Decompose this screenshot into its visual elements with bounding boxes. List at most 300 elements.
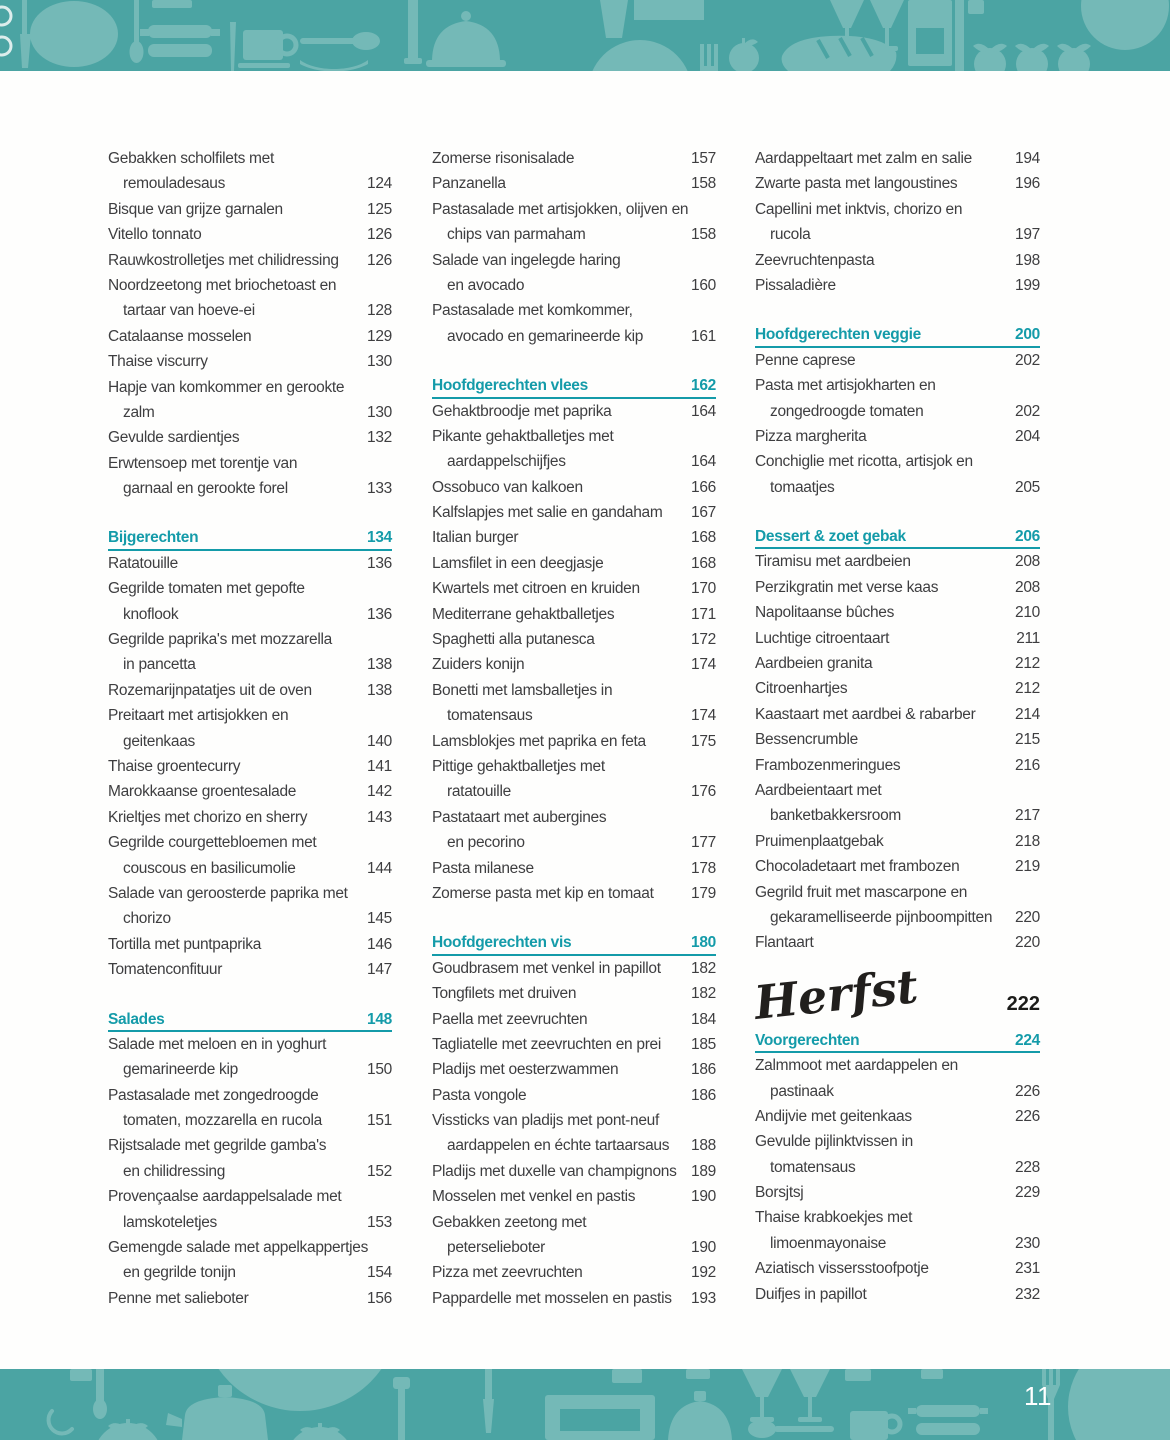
toc-entry — [432, 703, 716, 728]
toc-entry-title: aardappelschijfjes — [447, 453, 566, 471]
toc-entry-title: Paella met zeevruchten — [432, 1010, 588, 1028]
toc-entry-title: avocado en gemarineerde kip — [447, 327, 644, 345]
toc-entry — [108, 779, 392, 804]
toc-entry-title: Pladijs met oesterzwammen — [432, 1061, 619, 1079]
toc-entry-title: Krieltjes met chorizo en sherry — [108, 808, 308, 826]
section-heading-label: Hoofdgerechten veggie — [755, 326, 921, 344]
toc-page-ref: 143 — [367, 808, 392, 826]
toc-page-ref: 230 — [1015, 1234, 1040, 1252]
toc-entry — [108, 551, 392, 576]
toc-page-ref: 160 — [691, 276, 716, 294]
toc-entry-title: Citroenhartjes — [755, 680, 848, 698]
toc-page-ref: 174 — [691, 707, 716, 725]
wine-glass-icon — [742, 1369, 782, 1422]
section-gap — [755, 500, 1040, 524]
board-icon — [634, 0, 704, 20]
section-heading — [755, 322, 1040, 347]
toc-entry-title: limoenmayonaise — [770, 1234, 887, 1252]
toc-entry — [432, 981, 716, 1006]
toc-page-ref: 170 — [691, 580, 716, 598]
toc-entry — [432, 551, 716, 576]
section-heading — [755, 1028, 1040, 1053]
toc-page-ref: 138 — [367, 681, 392, 699]
toc-entry — [108, 171, 392, 196]
bread-icon — [782, 36, 897, 71]
toc-entry — [108, 932, 392, 957]
section-gap — [432, 906, 716, 930]
toc-entry — [432, 830, 716, 855]
toc-page-ref: 126 — [367, 226, 392, 244]
toc-page-ref: 126 — [367, 251, 392, 269]
toc-entry-title: Penne caprese — [755, 351, 856, 369]
toc-entry-title: Zuiders konijn — [432, 656, 525, 674]
toc-page-ref: 224 — [1015, 1031, 1040, 1049]
toc-page-ref: 132 — [367, 429, 392, 447]
toc-page-ref: 154 — [367, 1264, 392, 1282]
toc-entry-title: Borsjtsj — [755, 1184, 804, 1202]
toc-page-ref: 212 — [1015, 655, 1040, 673]
toc-page-ref: 141 — [367, 757, 392, 775]
spoon-icon — [300, 32, 380, 71]
toc-entry — [432, 424, 716, 449]
toc-page-ref: 194 — [1015, 150, 1040, 167]
toc-entry-title: Kwartels met citroen en kruiden — [432, 580, 640, 598]
toc-entry — [432, 602, 716, 627]
toc-entry — [755, 197, 1040, 222]
toc-page-ref: 219 — [1015, 858, 1040, 876]
toc-page-ref: 192 — [691, 1264, 716, 1282]
toc-entry-title: Pastasalade met artisjokken, olijven en — [432, 200, 689, 218]
knife-icon — [483, 1369, 494, 1433]
section-heading-label: Hoofdgerechten vlees — [432, 377, 588, 395]
toc-entry — [755, 549, 1040, 574]
cloche-icon — [426, 11, 506, 67]
toc-page-ref: 162 — [691, 377, 716, 395]
toc-page-ref: 168 — [691, 529, 716, 547]
section-heading-label: Salades — [108, 1010, 165, 1028]
toc-page-ref: 138 — [367, 656, 392, 674]
toc-page-ref: 212 — [1015, 680, 1040, 698]
toc-page-ref: 178 — [691, 859, 716, 877]
toc-page-ref: 157 — [691, 150, 716, 167]
toc-entry — [755, 905, 1040, 930]
toc-entry-title: Zeevruchtenpasta — [755, 251, 875, 269]
toc-entry — [755, 348, 1040, 373]
toc-entry — [755, 1104, 1040, 1129]
toc-entry-title: Pasta milanese — [432, 859, 534, 877]
toc-entry — [432, 171, 716, 196]
toc-entry-title: Italian burger — [432, 529, 519, 547]
section-heading-label: Hoofdgerechten vis — [432, 934, 572, 952]
toc-entry-title: Zomerse pasta met kip en tomaat — [432, 884, 654, 902]
toc-entry-title: lamskoteletjes — [123, 1213, 218, 1231]
toc-page-ref: 134 — [367, 529, 392, 547]
tomato-icon — [286, 1423, 354, 1440]
toc-entry-title: chorizo — [123, 910, 171, 928]
toc-entry-title: zalm — [123, 403, 155, 421]
toc-entry-title: en avocado — [447, 276, 525, 294]
toc-entry — [432, 1260, 716, 1285]
toc-entry-title: Andijvie met geitenkaas — [755, 1107, 912, 1125]
toc-entry — [432, 298, 716, 323]
toc-entry-title: remouladesaus — [123, 175, 226, 193]
toc-entry — [108, 906, 392, 931]
toc-entry — [755, 1180, 1040, 1205]
toc-page-ref: 180 — [691, 934, 716, 952]
toc-page-ref: 211 — [1016, 629, 1040, 647]
toc-page-ref: 172 — [691, 631, 716, 649]
toc-entry-title: ratatouille — [447, 783, 511, 801]
toc-entry-title: Gegrilde paprika's met mozzarella — [108, 631, 332, 649]
toc-entry — [755, 1155, 1040, 1180]
knife-icon — [20, 0, 31, 68]
toc-page-ref: 202 — [1015, 402, 1040, 420]
toc-entry — [755, 424, 1040, 449]
toc-entry — [755, 626, 1040, 651]
toc-entry-title: Bonetti met lamsballetjes in — [432, 681, 613, 699]
toc-entry-title: en chilidressing — [123, 1162, 226, 1180]
toc-entry — [755, 1231, 1040, 1256]
toc-entry-title: en pecorino — [447, 834, 525, 852]
toc-entry-title: Pikante gehaktballetjes met — [432, 427, 614, 445]
toc-entry-title: Pastasalade met zongedroogde — [108, 1086, 319, 1104]
page-number: 11 — [1024, 1381, 1052, 1411]
toc-page-ref: 208 — [1015, 578, 1040, 596]
toc-entry — [108, 805, 392, 830]
toc-entry — [755, 753, 1040, 778]
toc-entry-title: Luchtige citroentaart — [755, 629, 890, 647]
toc-page-ref: 220 — [1015, 908, 1040, 926]
toc-entry-title: geitenkaas — [123, 732, 195, 750]
rolling-pin-icon — [140, 25, 220, 57]
toc-page-ref: 206 — [1015, 528, 1040, 546]
toc-entry-title: Mediterrane gehaktballetjes — [432, 605, 615, 623]
toc-page-ref: 198 — [1015, 251, 1040, 269]
toc-entry — [108, 425, 392, 450]
toc-page-ref: 217 — [1015, 807, 1040, 825]
toc-page-ref: 228 — [1015, 1158, 1040, 1176]
toc-entry — [108, 273, 392, 298]
season-title-block — [751, 956, 1040, 1030]
toc-entry — [108, 856, 392, 881]
toc-entry — [755, 399, 1040, 424]
toc-entry-title: Pladijs met duxelle van champignons — [432, 1162, 677, 1180]
toc-page-ref: 179 — [691, 884, 716, 902]
toc-entry-title: zongedroogde tomaten — [770, 402, 924, 420]
toc-entry — [755, 702, 1040, 727]
toc-entry — [108, 830, 392, 855]
burner-ring-icon — [0, 7, 11, 55]
toc-entry-title: Noordzeetong met briochetoast en — [108, 276, 337, 294]
toc-page-ref: 124 — [367, 175, 392, 193]
toc-entry — [755, 1282, 1040, 1307]
toc-entry — [108, 703, 392, 728]
toc-entry — [432, 525, 716, 550]
toc-entry — [108, 298, 392, 323]
toc-entry — [432, 1286, 716, 1311]
toc-entry-title: Marokkaanse groentesalade — [108, 783, 297, 801]
toc-page-ref: 164 — [691, 402, 716, 420]
toc-entry — [755, 449, 1040, 474]
toc-entry-title: tomaatjes — [770, 478, 835, 496]
tomato-icon — [94, 1419, 162, 1440]
toc-entry — [108, 1184, 392, 1209]
toc-entry-title: pastinaak — [770, 1082, 834, 1100]
toc-entry-title: Vissticks van pladijs met pont-neuf — [432, 1112, 659, 1130]
toc-entry — [432, 1108, 716, 1133]
toc-column-3 — [751, 146, 1040, 1307]
toc-page-ref: 204 — [1015, 427, 1040, 445]
jar-icon — [152, 0, 192, 8]
toc-entry — [432, 576, 716, 601]
toc-entry-title: Salade van ingelegde haring — [432, 251, 621, 269]
toc-page-ref: 186 — [691, 1061, 716, 1079]
toc-entry — [755, 778, 1040, 803]
toc-entry-title: Pasta vongole — [432, 1086, 527, 1104]
toc-entry — [108, 602, 392, 627]
toc-entry-title: Mosselen met venkel en pastis — [432, 1188, 636, 1206]
toc-entry — [432, 248, 716, 273]
toc-entry — [755, 1079, 1040, 1104]
toc-page-ref: 190 — [691, 1239, 716, 1257]
toc-page-ref: 193 — [691, 1289, 716, 1307]
toc-entry-title: Tortilla met puntpaprika — [108, 935, 262, 953]
toc-page-ref: 188 — [691, 1137, 716, 1155]
toc-page-ref: 130 — [367, 353, 392, 371]
toc-entry-title: Bisque van grijze garnalen — [108, 200, 283, 218]
toc-entry — [755, 475, 1040, 500]
toc-entry-title: Tomatenconfituur — [108, 961, 223, 979]
toc-entry — [755, 373, 1040, 398]
toc-page-ref: 153 — [367, 1213, 392, 1231]
toc-page-ref: 208 — [1015, 553, 1040, 571]
toc-entry — [108, 576, 392, 601]
toc-entry — [432, 1159, 716, 1184]
toc-entry — [755, 651, 1040, 676]
toc-entry-title: Rauwkostrolletjes met chilidressing — [108, 251, 339, 269]
toc-entry — [108, 678, 392, 703]
toc-page-ref: 128 — [367, 302, 392, 320]
toc-entry-title: Gevulde pijlinktvissen in — [755, 1133, 913, 1151]
toc-entry — [108, 197, 392, 222]
toc-page-ref: 175 — [691, 732, 716, 750]
toc-entry — [755, 676, 1040, 701]
toc-page-ref: 205 — [1015, 478, 1040, 496]
toc-entry-title: Tagliatelle met zeevruchten en prei — [432, 1035, 662, 1053]
toc-column-1 — [108, 146, 392, 1311]
toc-page-ref: 174 — [691, 656, 716, 674]
toc-entry — [108, 1286, 392, 1311]
toc-entry — [108, 451, 392, 476]
jar-icon — [845, 1369, 871, 1381]
toc-entry — [755, 273, 1040, 298]
season-page-ref: 222 — [1006, 992, 1040, 1015]
section-heading — [108, 1007, 392, 1032]
utensil-icon — [93, 1369, 107, 1419]
toc-page-ref: 168 — [691, 554, 716, 572]
toc-page-ref: 200 — [1015, 326, 1040, 344]
toc-entry — [755, 1256, 1040, 1281]
toc-entry-title: tomatensaus — [447, 707, 533, 725]
toc-entry-title: Capellini met inktvis, chorizo en — [755, 200, 963, 218]
utensil-icon — [404, 0, 422, 64]
toc-entry-title: Pasta met artisjokharten en — [755, 377, 936, 395]
toc-entry — [108, 222, 392, 247]
toc-entry-title: Thaise viscurry — [108, 353, 208, 371]
tomato-icon — [1057, 44, 1091, 71]
toc-entry — [108, 1133, 392, 1158]
toc-entry — [432, 1184, 716, 1209]
toc-entry-title: Conchiglie met ricotta, artisjok en — [755, 453, 973, 471]
toc-entry — [108, 324, 392, 349]
toc-page-ref: 197 — [1015, 226, 1040, 244]
toc-entry — [755, 1129, 1040, 1154]
toc-entry-title: Gegrilde tomaten met gepofte — [108, 580, 305, 598]
toc-entry — [108, 1032, 392, 1057]
toc-entry-title: in pancetta — [123, 656, 196, 674]
toc-entry — [755, 1053, 1040, 1078]
toc-entry-title: Pastataart met aubergines — [432, 808, 607, 826]
toc-entry — [432, 1032, 716, 1057]
toc-entry — [432, 754, 716, 779]
toc-entry-title: Pizza margherita — [755, 427, 867, 445]
toc-entry — [755, 248, 1040, 273]
toc-entry — [432, 399, 716, 424]
toc-entry — [108, 1260, 392, 1285]
toc-entry-title: Frambozenmeringues — [755, 756, 901, 774]
toc-entry-title: Aardappeltaart met zalm en salie — [755, 150, 972, 167]
toc-entry — [108, 1108, 392, 1133]
toc-page-ref: 167 — [691, 504, 716, 522]
toc-entry — [108, 1210, 392, 1235]
toc-page-ref: 176 — [691, 783, 716, 801]
toc-entry — [108, 146, 392, 171]
toc-entry-title: tomatensaus — [770, 1158, 856, 1176]
toc-entry-title: Pittige gehaktballetjes met — [432, 757, 605, 775]
toc-entry-title: Tongfilets met druiven — [432, 985, 577, 1003]
toc-entry-title: Hapje van komkommer en gerookte — [108, 378, 345, 396]
toc-page-ref: 232 — [1015, 1285, 1040, 1303]
toc-entry — [755, 146, 1040, 171]
header-kitchen-pattern-band — [0, 0, 1170, 71]
toc-page-ref: 182 — [691, 959, 716, 977]
toc-entry-title: Aziatisch vissersstoofpotje — [755, 1260, 929, 1278]
toc-entry — [432, 956, 716, 981]
rolling-pin-icon — [908, 1405, 988, 1435]
toc-entry — [432, 500, 716, 525]
toc-entry — [432, 652, 716, 677]
fork-icon — [700, 44, 718, 71]
toc-entry-title: Rijstsalade met gegrilde gamba's — [108, 1137, 327, 1155]
toc-entry — [755, 1205, 1040, 1230]
toc-entry — [432, 273, 716, 298]
section-heading — [108, 525, 392, 550]
toc-page-ref: 142 — [367, 783, 392, 801]
toc-page-ref: 129 — [367, 327, 392, 345]
toc-page-ref: 210 — [1015, 604, 1040, 622]
knife-icon — [230, 22, 236, 71]
toc-page-ref: 158 — [691, 175, 716, 193]
vase-icon — [600, 0, 628, 38]
toc-entry-title: Aardbeientaart met — [755, 781, 882, 799]
toc-page-ref: 202 — [1015, 351, 1040, 369]
toc-page-ref: 136 — [367, 554, 392, 572]
toc-page-ref: 161 — [691, 327, 716, 345]
plate-icon — [1081, 0, 1169, 50]
toc-entry-title: Pruimenplaatgebak — [755, 832, 884, 850]
toc-entry — [432, 1057, 716, 1082]
toc-entry-title: Thaise krabkoekjes met — [755, 1209, 913, 1227]
toc-entry-title: Tiramisu met aardbeien — [755, 553, 911, 571]
jar-icon — [921, 1369, 943, 1379]
section-heading — [755, 524, 1040, 549]
tomato-icon — [1015, 44, 1049, 71]
toc-entry-title: Gegrild fruit met mascarpone en — [755, 883, 968, 901]
section-gap — [432, 349, 716, 373]
cup-icon — [968, 0, 984, 14]
toc-entry — [432, 222, 716, 247]
toc-entry — [755, 222, 1040, 247]
toc-page-ref: 145 — [367, 910, 392, 928]
toc-page-ref: 189 — [691, 1162, 716, 1180]
footer-kitchen-pattern-band — [0, 1369, 1170, 1440]
toc-entry — [108, 1159, 392, 1184]
toc-entry-title: Perzikgratin met verse kaas — [755, 578, 939, 596]
wine-glass-icon — [790, 1369, 830, 1422]
toc-entry — [755, 727, 1040, 752]
spoon-icon — [748, 1420, 834, 1438]
tomato-icon — [973, 44, 1007, 71]
toc-entry-title: Provençaalse aardappelsalade met — [108, 1188, 342, 1206]
toc-entry — [432, 449, 716, 474]
toc-entry-title: Salade met meloen en in yoghurt — [108, 1035, 327, 1053]
toc-entry-title: Ratatouille — [108, 554, 178, 572]
toc-page-ref: 150 — [367, 1061, 392, 1079]
toc-entry — [755, 803, 1040, 828]
toc-page-ref: 156 — [367, 1289, 392, 1307]
toc-entry — [108, 375, 392, 400]
toc-page-ref: 229 — [1015, 1184, 1040, 1202]
toc-page-ref: 226 — [1015, 1082, 1040, 1100]
toc-entry-title: rucola — [770, 226, 811, 244]
toc-entry-title: Bessencrumble — [755, 731, 858, 749]
toc-entry — [108, 881, 392, 906]
toc-entry-title: Preitaart met artisjokken en — [108, 707, 289, 725]
toc-entry-title: Napolitaanse bûches — [755, 604, 895, 622]
toc-entry-title: en gegrilde tonijn — [123, 1264, 236, 1282]
toc-entry — [108, 754, 392, 779]
jar-icon — [612, 1369, 642, 1383]
toc-entry — [432, 1133, 716, 1158]
toc-entry-title: Duifjes in papillot — [755, 1285, 867, 1303]
toc-entry-title: Gevulde sardientjes — [108, 429, 240, 447]
toc-page-ref: 216 — [1015, 756, 1040, 774]
toc-entry-title: tartaar van hoeve-ei — [123, 302, 255, 320]
toc-entry-title: Rozemarijnpatatjes uit de oven — [108, 681, 312, 699]
toc-page-ref: 226 — [1015, 1107, 1040, 1125]
toc-entry-title: Flantaart — [755, 934, 814, 952]
toc-entry-title: Zalmmoot met aardappelen en — [755, 1057, 958, 1075]
toc-entry-title: Thaise groentecurry — [108, 757, 241, 775]
toc-entry — [432, 146, 716, 171]
toc-entry — [432, 475, 716, 500]
toc-column-2 — [432, 146, 716, 1311]
section-heading — [432, 373, 716, 398]
toc-page-ref: 185 — [691, 1035, 716, 1053]
carton-icon — [908, 0, 952, 66]
toc-page-ref: 140 — [367, 732, 392, 750]
toc-entry — [108, 1235, 392, 1260]
